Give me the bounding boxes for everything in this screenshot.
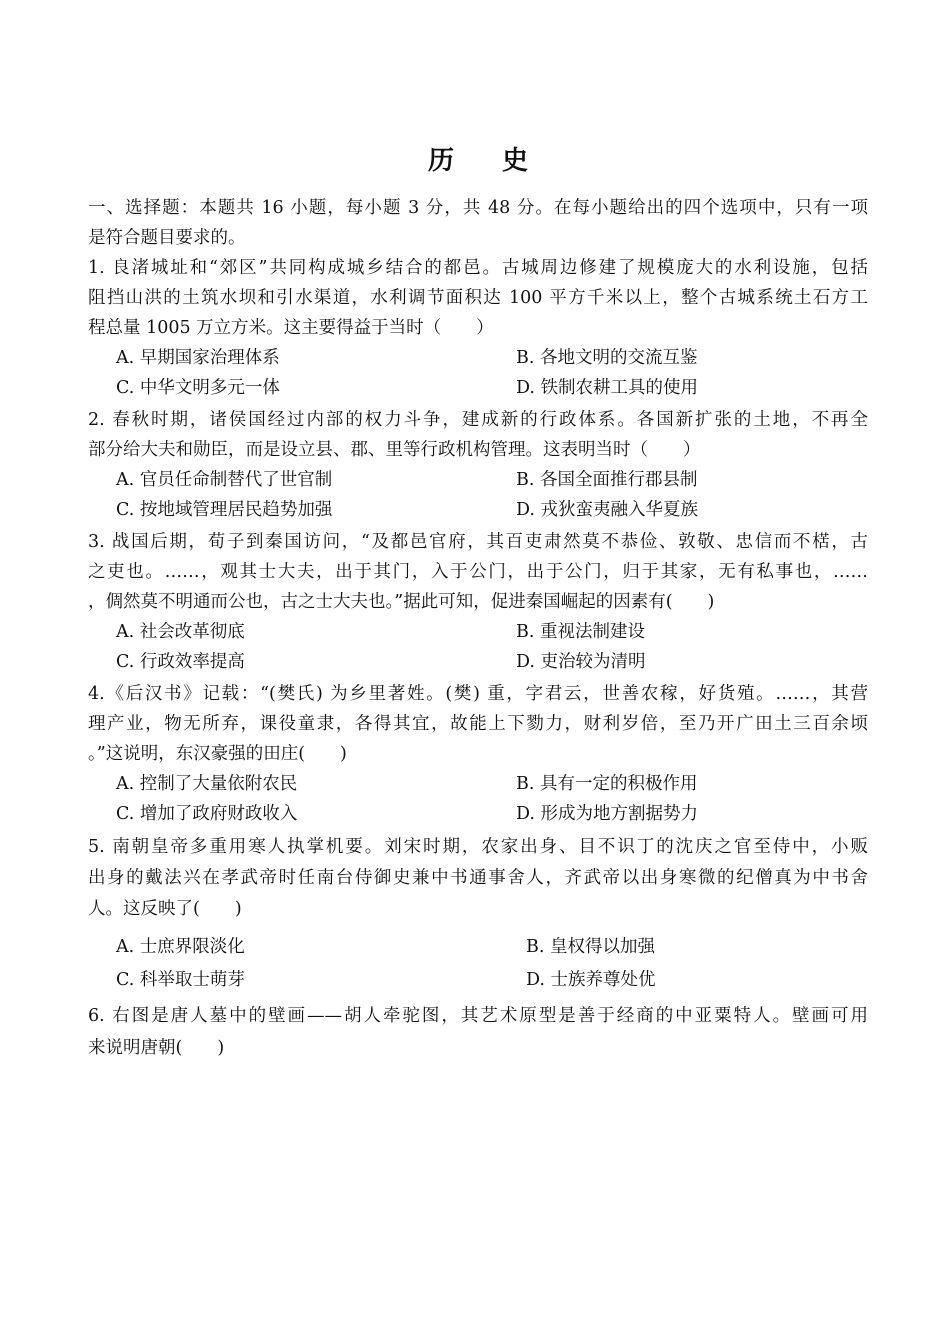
question-line: 程总量 1005 万立方米。这主要得益于当时（ ） — [88, 318, 494, 338]
option-d: D. 形成为地方割据势力 — [516, 804, 699, 824]
question-6 — [88, 1000, 868, 1064]
question-line: 1. 良渚城址和“郊区”共同构成城乡结合的都邑。古城周边修建了规模庞大的水利设施，包括 — [88, 258, 868, 278]
option-c: C. 增加了政府财政收入 — [116, 804, 298, 824]
question-line: 理产业，物无所弃，课役童隶，各得其宜，故能上下勠力，财利岁倍，至乃开广田土三百余顷 — [88, 714, 868, 734]
option-a: A. 士庶界限淡化 — [116, 937, 245, 957]
instruction-line: 是符合题目要求的。 — [88, 228, 246, 248]
page-title — [88, 140, 868, 177]
option-b: B. 各国全面推行郡县制 — [516, 470, 698, 490]
question-line: 5. 南朝皇帝多重用寒人执掌机要。刘宋时期，农家出身、目不识丁的沈庆之官至侍中，小贩 — [88, 837, 868, 857]
question-2 — [88, 405, 868, 465]
option-a: A. 社会改革彻底 — [116, 622, 245, 642]
option-d: D. 吏治较为清明 — [516, 652, 646, 672]
option-c: C. 行政效率提高 — [116, 652, 245, 672]
question-line: 阻挡山洪的土筑水坝和引水渠道，水利调节面积达 100 平方千米以上，整个古城系统土石方工 — [88, 288, 868, 308]
option-b: B. 皇权得以加强 — [526, 937, 655, 957]
question-4 — [88, 679, 868, 769]
question-line: 2. 春秋时期，诸侯国经过内部的权力斗争，建成新的行政体系。各国新扩张的土地，不再全 — [88, 410, 868, 430]
question-5 — [88, 832, 868, 925]
question-1 — [88, 253, 868, 343]
question-3 — [88, 527, 868, 617]
option-b: B. 具有一定的积极作用 — [516, 774, 698, 794]
question-line: ，倜然莫不明通而公也，古之士大夫也。”据此可知，促进秦国崛起的因素有( ) — [88, 592, 715, 612]
question-line: 出身的戴法兴在孝武帝时任南台侍御史兼中书通事舍人，齐武帝以出身寒微的纪僧真为中书舍 — [88, 868, 868, 888]
option-d: D. 士族养尊处优 — [526, 970, 656, 990]
question-line: 3. 战国后期，荀子到秦国访问，“及都邑官府，其百吏肃然莫不恭俭、敦敬、忠信而不楛，古 — [88, 532, 868, 552]
option-a: A. 控制了大量依附农民 — [116, 774, 298, 794]
question-line: 部分给大夫和勋臣，而是设立县、郡、里等行政机构管理。这表明当时（ ） — [88, 440, 701, 460]
title-char-1: 历 — [427, 146, 454, 176]
question-line: 4.《后汉书》记载：“(樊氏) 为乡里著姓。(樊) 重，字君云，世善农稼，好货殖。……，其营 — [88, 684, 868, 704]
option-b: B. 重视法制建设 — [516, 622, 645, 642]
option-a: A. 早期国家治理体系 — [116, 348, 280, 368]
option-d: D. 戎狄蛮夷融入华夏族 — [516, 500, 699, 520]
title-char-2: 史 — [502, 146, 529, 176]
option-c: C. 中华文明多元一体 — [116, 378, 280, 398]
section-instructions — [88, 193, 868, 253]
question-line: 。”这说明，东汉豪强的田庄( ) — [88, 744, 347, 764]
question-line: 来说明唐朝( ) — [88, 1038, 225, 1058]
option-d: D. 铁制农耕工具的使用 — [516, 378, 699, 398]
option-c: C. 科举取士萌芽 — [116, 970, 245, 990]
question-line: 人。这反映了( ) — [88, 899, 242, 919]
question-line: 之吏也。……，观其士大夫，出于其门，入于公门，出于公门，归于其家，无有私事也，…… — [88, 562, 868, 582]
option-b: B. 各地文明的交流互鉴 — [516, 348, 698, 368]
option-c: C. 按地域管理居民趋势加强 — [116, 500, 333, 520]
instruction-line: 一、选择题：本题共 16 小题，每小题 3 分，共 48 分。在每小题给出的四个选项中，只有一项 — [88, 198, 868, 218]
option-a: A. 官员任命制替代了世官制 — [116, 470, 333, 490]
question-line: 6. 右图是唐人墓中的壁画——胡人牵驼图，其艺术原型是善于经商的中亚粟特人。壁画可用 — [88, 1006, 868, 1026]
